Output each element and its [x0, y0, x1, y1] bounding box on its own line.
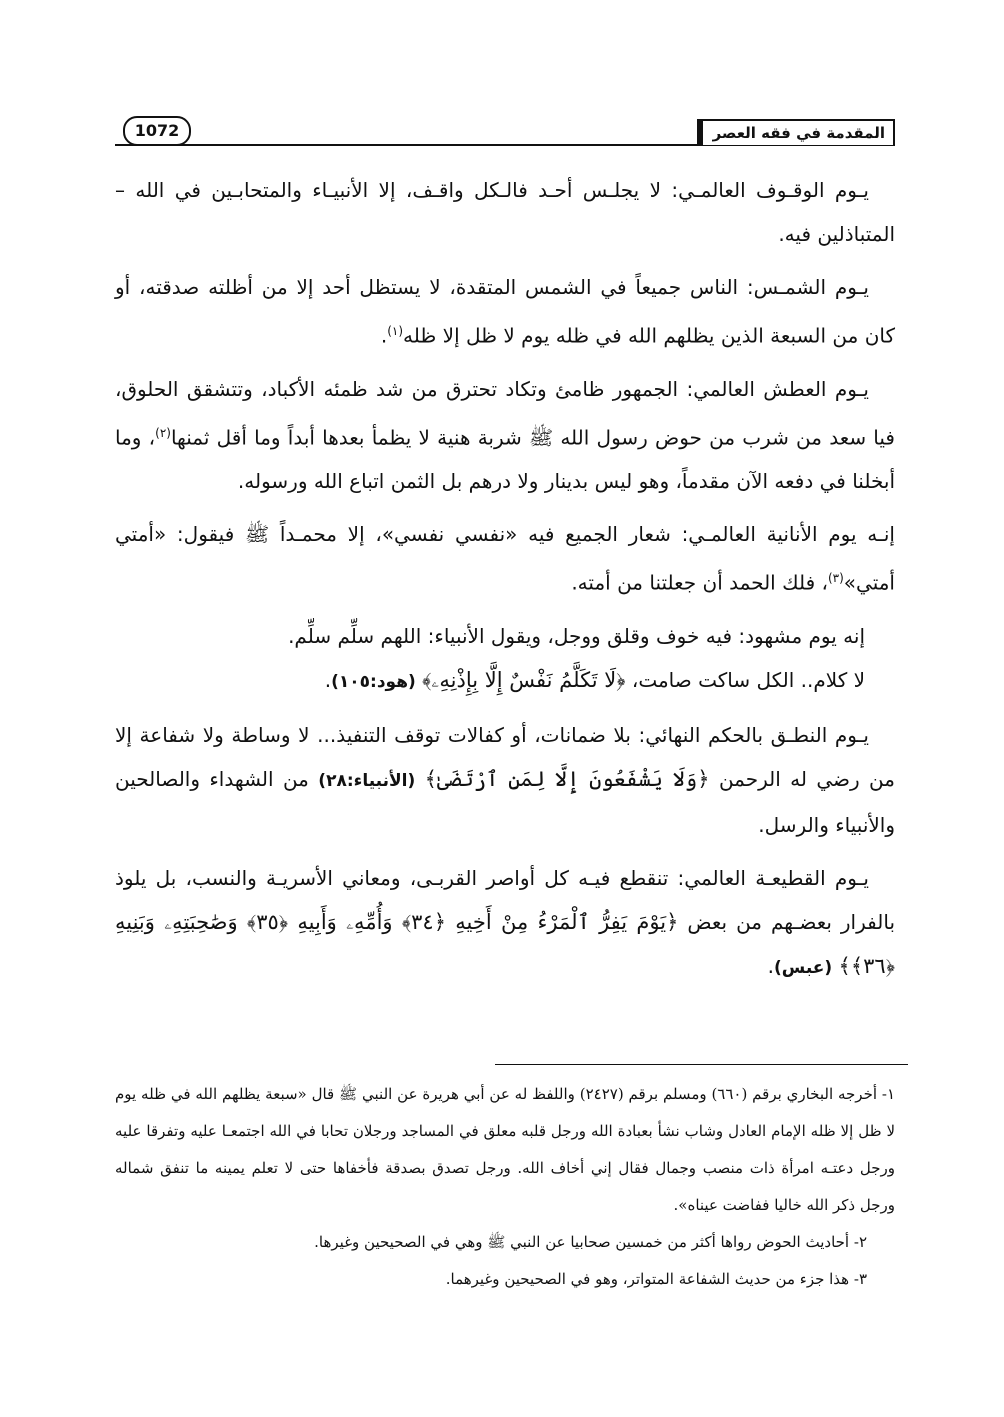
footnote-1: ١- أخرجه البخاري برقم (٦٦٠) ومسلم برقم (٢٤٢٧) واللفظ له عن أبي هريرة عن النبي ﷺ قال «سبعة يظلهم الله في ظله يوم لا ظل إلا ظله الإمام العادل وشاب نشأ بعبادة الله ورجل قلبه معلق في المساجد ورجلان تحابا في الله اجتمعـا عليه وتفرقا عليه ورجل دعتـه امرأة ذات منصب وجمال فقال إني أخاف الله. ورجل تصدق بصدقة فأخفاها حتى لا تعلم يمينه ما تنفق شماله ورجل ذكر الله خاليا ففاضت عيناه». [115, 1085, 895, 1214]
paragraph-text-end: . [380, 323, 388, 348]
quran-verse: ﴿لَا تَكَلَّمُ نَفْسٌ إِلَّا بِإِذْنِهِۦ﴾ [422, 667, 626, 692]
footnote-ref-2[interactable]: (٢) [155, 425, 171, 440]
paragraph-severance-day [115, 856, 895, 990]
paragraph-text: لا كلام.. الكل ساكت صامت، [631, 667, 865, 692]
paragraph-text: يـوم الشمـس: الناس جميعاً في الشمس المتقدة، لا يستظل أحد إلا من أظلته صدقته، أو كان من السبعة الذين يظلهم الله في ظله يوم لا ظل إلا ظله [115, 275, 895, 348]
paragraph-text-end: من الشهداء والصالحين والأنبياء والرسل. [115, 766, 895, 837]
paragraph-text: يـوم العطش العالمي: الجمهور ظامئ وتكاد تحترق من شد ظمئه الأكباد، وتتشقق الحلوق، فيا سعد من شرب من حوض رسول الله ﷺ شربة هنية لا يظمأ بعدها أبداً وما أقل ثمنها [115, 376, 895, 450]
paragraph-text: يـوم القطيعـة العالمي: تنقطع فيـه كل أواصر القربـى، ومعاني الأسريـة والنسب، بل يلوذ بالفرار بعضـهم من بعض [115, 865, 896, 934]
paragraph-text-end: . [324, 667, 332, 692]
paragraph-text-end: . [767, 953, 775, 978]
paragraph-text-end: ، وما أبخلنا في دفعه الآن مقدماً، وهو ليس بدينار ولا درهم بل الثمن اتباع الله ورسوله. [115, 425, 895, 494]
verse-reference: (عبس) [774, 957, 833, 978]
paragraph-witnessed-day [115, 614, 895, 658]
paragraph-sun-day [115, 265, 895, 358]
paragraph-thirst-day [115, 367, 895, 504]
paragraph-global-standing [115, 168, 895, 256]
quran-verse: ﴿يَوْمَ يَفِرُّ ٱلْمَرْءُ مِنْ أَخِيهِ ﴿٣٤﴾ وَأُمِّهِۦ وَأَبِيهِ ﴿٣٥﴾ وَصَٰحِبَتِهِۦ وَبَنِيهِ ﴿٣٦﴾﴾ [115, 909, 895, 978]
paragraph-selfishness-day [115, 512, 895, 605]
paragraph-text: يـوم النطـق بالحكم النهائي: بلا ضمانات، أو كفالات توقف التنفيذ... لا وساطة ولا شفاعة إلا من رضي له الرحمن [115, 722, 895, 791]
footnote-3: ٣- هذا جزء من حديث الشفاعة المتواتر، وهو في الصحيحين وغيرهما. [445, 1270, 867, 1288]
footnotes [115, 1076, 895, 1298]
verse-reference: (الأنبياء:٢٨) [318, 770, 416, 791]
body-text [115, 168, 895, 999]
paragraph-judgment-day [115, 713, 895, 847]
book-title: المقدمة في فقه العصر [701, 119, 895, 145]
quran-verse: ﴿وَلَا يَشْفَعُونَ إِلَّا لِمَنِ ٱرْتَضَىٰ﴾ [424, 766, 710, 791]
footnote-ref-1[interactable]: (١) [387, 324, 404, 338]
paragraph-text: إنـه يوم الأنانية العالمـي: شعار الجميع فيه «نفسي نفسي»، إلا محمـداً ﷺ فيقول: «أمتي أمتي» [115, 522, 895, 595]
page-number: 1072 [123, 116, 191, 146]
paragraph-text: إنه يوم مشهود: فيه خوف وقلق ووجل، ويقول الأنبياء: اللهم سلِّم سلِّم. [288, 623, 865, 648]
paragraph-silence [115, 658, 895, 704]
footnote-separator [495, 1064, 908, 1065]
paragraph-text: يـوم الوقـوف العالمـي: لا يجلـس أحـد فالـكل واقـف، إلا الأنبيـاء والمتحابـين في الله –المتباذلين فيه. [115, 178, 895, 246]
page-header [115, 113, 895, 149]
footnote-2: ٢- أحاديث الحوض رواها أكثر من خمسين صحابيا عن النبي ﷺ وهي في الصحيحين وغيرها. [314, 1233, 867, 1251]
verse-reference: (هود:١٠٥) [331, 671, 416, 692]
paragraph-text-end: ، فلك الحمد أن جعلتنا من أمته. [571, 570, 828, 595]
footnote-ref-3[interactable]: (٣) [827, 571, 844, 586]
